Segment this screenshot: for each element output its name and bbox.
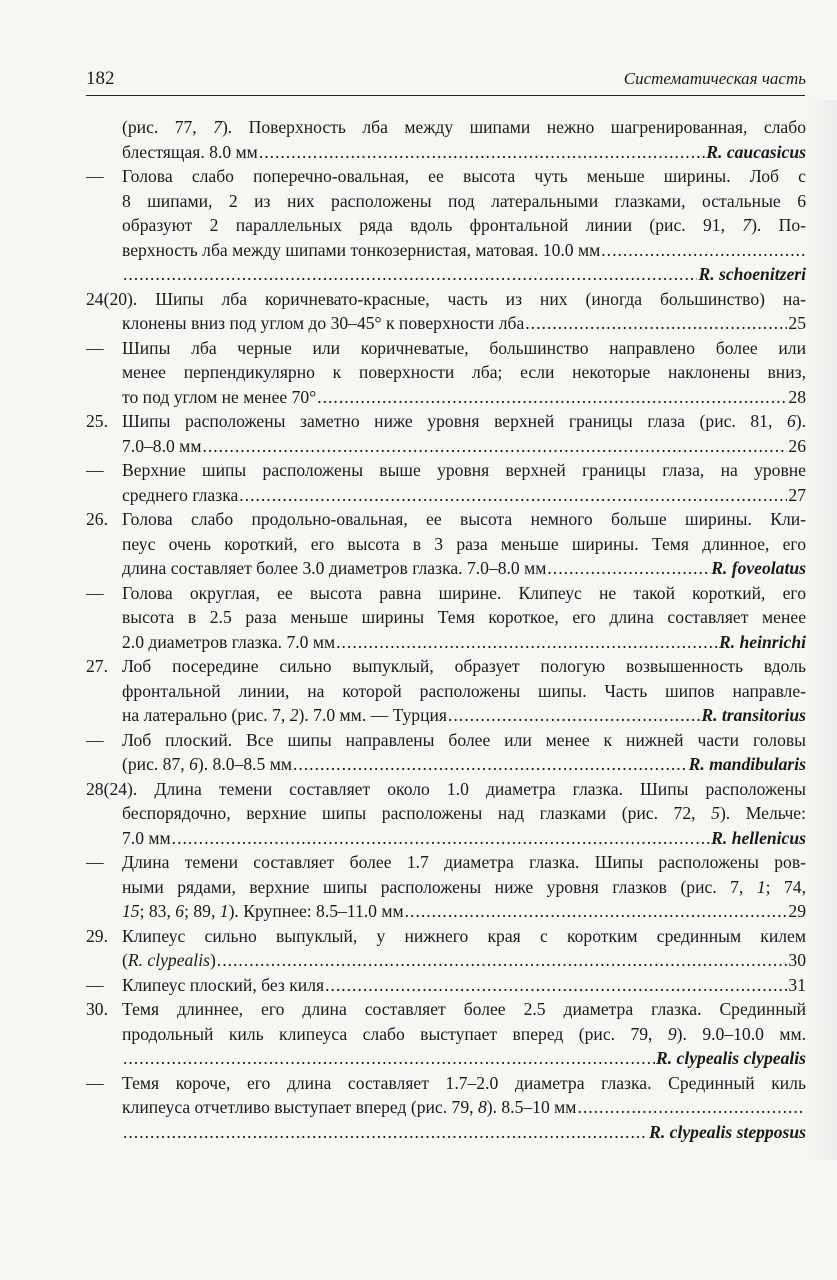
- key-text: Клипеус сильно выпуклый, у нижнего края с коротким срединным килем: [122, 925, 806, 946]
- key-line: [86, 777, 806, 802]
- species-name: R. clypealis stepposus: [649, 1121, 806, 1142]
- key-line: [86, 1071, 806, 1096]
- key-text: высота в 2.5 раза меньше ширины Темя короткое, его длина составляет менее: [122, 607, 806, 627]
- couplet-marker: —: [86, 729, 104, 750]
- species-name: R. schoenitzeri: [698, 264, 806, 284]
- identification-key: [86, 115, 806, 1144]
- key-text: 2.0 диаметров глазка. 7.0 мм: [122, 631, 336, 652]
- key-line: [86, 924, 806, 949]
- key-line: [86, 801, 806, 826]
- dot-leader: [547, 556, 710, 581]
- key-line: [86, 654, 806, 679]
- dot-leader: [601, 238, 805, 263]
- key-line: [86, 1046, 806, 1071]
- key-line: [86, 973, 806, 998]
- couplet-marker: —: [86, 852, 104, 872]
- key-line: [86, 899, 806, 924]
- couplet-marker: —: [86, 582, 104, 603]
- couplet-marker: —: [86, 1072, 104, 1093]
- key-line: [86, 311, 806, 336]
- key-line: [86, 556, 806, 581]
- key-text: (R. clypealis): [122, 950, 216, 970]
- key-text: Длина темени составляет более 1.7 диаметра глазка. Шипы расположены ров-: [122, 852, 806, 872]
- dot-leader: [448, 703, 700, 728]
- key-text: блестящая. 8.0 мм: [122, 141, 258, 162]
- species-name: R. foveolatus: [711, 558, 806, 578]
- key-text: то под углом не менее 70°: [122, 386, 317, 407]
- key-text: клонены вниз под углом до 30–45° к поверхности лба: [122, 313, 525, 333]
- key-line: [86, 262, 806, 287]
- key-line: [86, 850, 806, 875]
- key-line: [86, 630, 806, 655]
- dot-leader: [325, 973, 787, 998]
- dot-leader: [217, 948, 788, 973]
- dot-leader: [405, 899, 788, 924]
- key-line: [86, 532, 806, 557]
- key-line: [86, 287, 806, 312]
- key-line: [86, 483, 806, 508]
- header-rule: [86, 95, 805, 96]
- key-line: [86, 875, 806, 900]
- key-text: 24(20). Шипы лба коричневато-красные, часть из них (иногда большинство) на-: [86, 288, 806, 309]
- key-text: Лоб плоский. Все шипы направлены более или менее к нижней части головы: [122, 729, 806, 750]
- key-text: клипеуса отчетливо выступает вперед (рис. 79, 8). 8.5–10 мм: [122, 1097, 577, 1117]
- species-name: R. mandibularis: [688, 754, 806, 774]
- key-text: менее перпендикулярно к поверхности лба; если некоторые наклонены вниз,: [122, 362, 806, 382]
- key-line: [86, 1022, 806, 1047]
- key-line: [86, 826, 806, 851]
- couplet-reference: 29: [788, 901, 806, 921]
- key-text: Голова слабо поперечно-овальная, ее высота чуть меньше ширины. Лоб с: [122, 166, 806, 186]
- key-text: Клипеус плоский, без киля: [122, 974, 325, 995]
- species-name: R. transitorius: [701, 705, 806, 725]
- key-line: [86, 948, 806, 973]
- key-text: (рис. 87, 6). 8.0–8.5 мм: [122, 754, 292, 774]
- scan-edge-shadow: [807, 100, 837, 1160]
- key-text: образуют 2 параллельных ряда вдоль фронтальной линии (рис. 91, 7). По-: [122, 215, 806, 235]
- key-text: длина составляет более 3.0 диаметров глазка. 7.0–8.0 мм: [122, 558, 547, 578]
- dot-leader: [172, 826, 711, 851]
- key-text: верхность лба между шипами тонкозернистая, матовая. 10.0 мм: [122, 239, 601, 260]
- couplet-reference: 26: [788, 435, 806, 456]
- couplet-marker: 29.: [86, 925, 108, 946]
- key-text: фронтальной линии, на которой расположены шипы. Часть шипов направле-: [122, 680, 806, 701]
- key-text: Верхние шипы расположены выше уровня верхней границы глаза, на уровне: [122, 460, 806, 480]
- running-header: [86, 68, 806, 90]
- key-line: [86, 238, 806, 263]
- key-line: [86, 581, 806, 606]
- key-line: [86, 458, 806, 483]
- key-text: 28(24). Длина темени составляет около 1.0 диаметра глазка. Шипы расположены: [86, 778, 806, 799]
- key-text: на латерально (рис. 7, 2). 7.0 мм. — Турция: [122, 705, 447, 725]
- dot-leader: [317, 385, 787, 410]
- key-text: 7.0–8.0 мм: [122, 435, 202, 456]
- dot-leader: [259, 140, 705, 165]
- couplet-reference: 28: [788, 386, 806, 407]
- key-text: пеус очень короткий, его высота в 3 раза меньше ширины. Темя длинное, его: [122, 533, 806, 554]
- dot-leader: [123, 1120, 648, 1145]
- dot-leader: [123, 1046, 655, 1071]
- couplet-marker: 26.: [86, 509, 108, 529]
- dot-leader: [293, 752, 688, 777]
- species-name: R. caucasicus: [706, 141, 806, 162]
- key-text: 8 шипами, 2 из них расположены под латеральными глазками, остальные 6: [122, 190, 806, 211]
- key-line: [86, 115, 806, 140]
- key-line: [86, 1120, 806, 1145]
- couplet-reference: 30: [788, 950, 806, 970]
- key-text: (рис. 77, 7). Поверхность лба между шипами нежно шагренированная, слабо: [122, 117, 806, 137]
- key-text: беспорядочно, верхние шипы расположены над глазками (рис. 72, 5). Мельче:: [122, 803, 806, 823]
- key-text: Темя длиннее, его длина составляет более 2.5 диаметра глазка. Срединный: [122, 999, 806, 1019]
- couplet-reference: 31: [788, 974, 806, 995]
- key-line: [86, 1095, 806, 1120]
- couplet-marker: —: [86, 974, 104, 995]
- key-line: [86, 434, 806, 459]
- key-line: [86, 728, 806, 753]
- key-line: [86, 703, 806, 728]
- key-text: 7.0 мм: [122, 827, 171, 848]
- key-line: [86, 409, 806, 434]
- key-text: Голова округлая, ее высота равна ширине. Клипеус не такой короткий, его: [122, 582, 806, 603]
- couplet-marker: 27.: [86, 656, 108, 676]
- dot-leader: [123, 262, 697, 287]
- couplet-marker: —: [86, 337, 104, 358]
- couplet-marker: —: [86, 166, 104, 186]
- section-title: Систематическая часть: [623, 69, 806, 88]
- key-text: продольный киль клипеуса слабо выступает вперед (рис. 79, 9). 9.0–10.0 мм.: [122, 1023, 806, 1044]
- dot-leader: [525, 311, 787, 336]
- key-line: [86, 140, 806, 165]
- key-text: 15; 83, 6; 89, 1). Крупнее: 8.5–11.0 мм: [122, 901, 404, 921]
- couplet-marker: —: [86, 460, 104, 480]
- key-line: [86, 213, 806, 238]
- key-line: [86, 385, 806, 410]
- key-text: Шипы расположены заметно ниже уровня верхней границы глаза (рис. 81, 6).: [122, 411, 806, 431]
- key-line: [86, 507, 806, 532]
- couplet-marker: 30.: [86, 999, 108, 1019]
- couplet-reference: 27: [788, 484, 806, 505]
- key-line: [86, 164, 806, 189]
- key-line: [86, 605, 806, 630]
- dot-leader: [577, 1095, 805, 1120]
- key-text: Шипы лба черные или коричневатые, большинство направлено более или: [122, 337, 806, 358]
- dot-leader: [202, 434, 787, 459]
- key-line: [86, 752, 806, 777]
- couplet-marker: 25.: [86, 411, 108, 431]
- key-text: ными рядами, верхние шипы расположены ниже уровня глазков (рис. 7, 1; 74,: [122, 876, 806, 897]
- key-line: [86, 336, 806, 361]
- dot-leader: [239, 483, 787, 508]
- key-line: [86, 997, 806, 1022]
- page-number: 182: [86, 68, 115, 89]
- species-name: R. heinrichi: [718, 631, 806, 652]
- key-text: Лоб посередине сильно выпуклый, образует пологую возвышенность вдоль: [122, 656, 806, 676]
- key-text: среднего глазка: [122, 484, 239, 505]
- key-text: Голова слабо продольно-овальная, ее высота немного больше ширины. Кли-: [122, 509, 806, 529]
- key-text: Темя короче, его длина составляет 1.7–2.0 диаметра глазка. Срединный киль: [122, 1072, 806, 1093]
- key-line: [86, 360, 806, 385]
- species-name: R. hellenicus: [711, 827, 806, 848]
- species-name: R. clypealis clypealis: [656, 1048, 806, 1068]
- key-line: [86, 189, 806, 214]
- key-line: [86, 679, 806, 704]
- dot-leader: [336, 630, 718, 655]
- couplet-reference: 25: [788, 313, 806, 333]
